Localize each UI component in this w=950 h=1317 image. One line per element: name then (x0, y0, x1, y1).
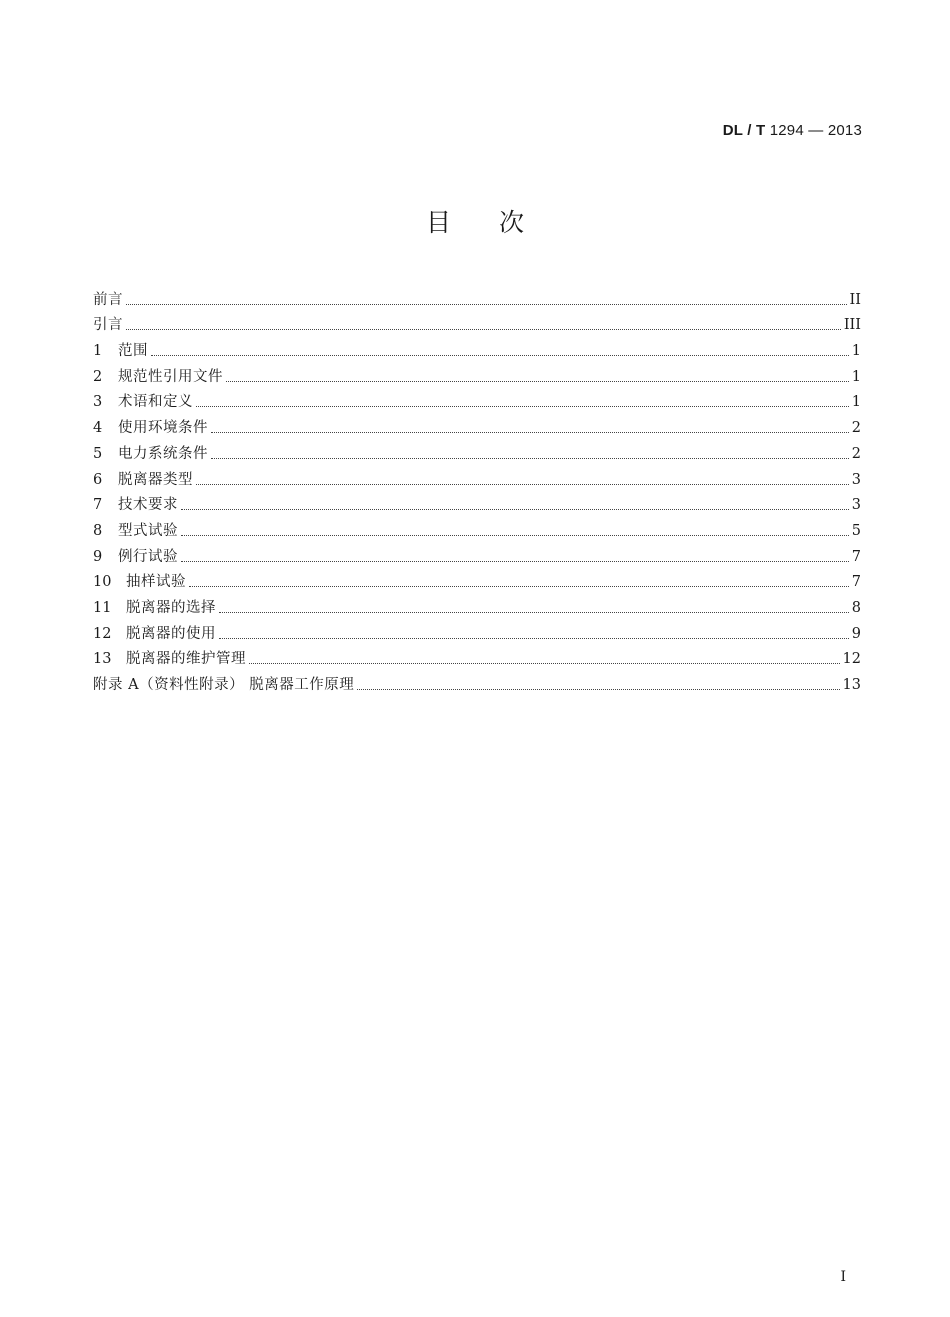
toc-entry-title: 脱离器的选择 (126, 599, 216, 616)
toc-entry-1[interactable] (93, 335, 861, 361)
toc-entry-title: 术语和定义 (118, 394, 193, 411)
toc-entry-number: 9 (93, 548, 103, 565)
toc-entry-8[interactable] (93, 515, 861, 541)
dot-leader (249, 662, 840, 664)
toc-entry-page: 7 (851, 574, 861, 591)
toc-entry-appendix-a[interactable] (93, 669, 861, 695)
toc-entry-number: 2 (93, 368, 103, 385)
toc-entry-page: 7 (851, 548, 861, 565)
toc-entry-page: 12 (842, 651, 861, 668)
toc-entry-9[interactable] (93, 541, 861, 567)
dot-leader (126, 303, 847, 305)
standard-prefix: DL / T (722, 122, 766, 139)
toc-entry-page: II (849, 291, 861, 308)
toc-entry-page: 1 (851, 394, 861, 411)
toc-entry-page: 3 (851, 497, 861, 514)
toc-entry-number: 10 (93, 574, 112, 591)
toc-entry-title: 技术要求 (118, 497, 178, 514)
toc-entry-page: 9 (851, 625, 861, 642)
toc-entry-number: 4 (93, 420, 103, 437)
toc-entry-number: 12 (93, 625, 112, 642)
toc-entry-3[interactable] (93, 387, 861, 413)
toc-entry-introduction[interactable] (93, 310, 861, 336)
toc-entry-title: 电力系统条件 (118, 445, 208, 462)
toc-entry-12[interactable] (93, 618, 861, 644)
dot-leader (211, 431, 849, 433)
toc-entry-title: 使用环境条件 (118, 420, 208, 437)
standard-number: 1294 — 2013 (769, 122, 862, 139)
toc-entry-title: 抽样试验 (126, 574, 186, 591)
toc-entry-number: 3 (93, 394, 103, 411)
toc-entry-11[interactable] (93, 592, 861, 618)
toc-entry-title: 型式试验 (118, 522, 178, 539)
toc-entry-title: 脱离器类型 (118, 471, 193, 488)
toc-entry-title: 例行试验 (118, 548, 178, 565)
toc-entry-2[interactable] (93, 361, 861, 387)
dot-leader (181, 508, 849, 510)
toc-entry-page: III (843, 317, 861, 334)
dot-leader (151, 354, 849, 356)
toc-entry-5[interactable] (93, 438, 861, 464)
toc-entry-title: 规范性引用文件 (118, 368, 223, 385)
dot-leader (181, 534, 849, 536)
toc-entry-number: 7 (93, 497, 103, 514)
toc-entry-title: 引言 (93, 317, 123, 334)
dot-leader (196, 405, 849, 407)
table-of-contents (93, 284, 861, 695)
toc-entry-title: 脱离器的使用 (126, 625, 216, 642)
toc-entry-page: 5 (851, 522, 861, 539)
toc-entry-number: 13 (93, 651, 112, 668)
toc-entry-number: 8 (93, 522, 103, 539)
dot-leader (211, 457, 849, 459)
toc-entry-title: 前言 (93, 291, 123, 308)
toc-entry-4[interactable] (93, 412, 861, 438)
toc-entry-6[interactable] (93, 464, 861, 490)
toc-entry-foreword[interactable] (93, 284, 861, 310)
toc-entry-page: 2 (851, 445, 861, 462)
toc-entry-title: 附录 A（资料性附录） 脱离器工作原理 (93, 677, 355, 693)
dot-leader (181, 560, 849, 562)
toc-entry-number: 11 (93, 599, 112, 616)
toc-entry-page: 1 (851, 343, 861, 360)
toc-entry-page: 13 (842, 677, 861, 693)
standard-code (723, 122, 862, 139)
dot-leader (196, 483, 849, 485)
toc-entry-page: 8 (851, 599, 861, 616)
dot-leader (189, 585, 849, 587)
toc-entry-number: 1 (93, 343, 103, 360)
dot-leader (357, 688, 839, 690)
toc-entry-title: 脱离器的维护管理 (126, 651, 246, 668)
dot-leader (126, 328, 841, 330)
dot-leader (226, 380, 849, 382)
toc-entry-number: 6 (93, 471, 103, 488)
toc-entry-title: 范围 (118, 343, 148, 360)
toc-entry-10[interactable] (93, 567, 861, 593)
page-title: 目次 (425, 208, 572, 237)
dot-leader (219, 611, 849, 613)
toc-entry-page: 3 (851, 471, 861, 488)
toc-entry-7[interactable] (93, 490, 861, 516)
page-number: I (840, 1269, 846, 1285)
toc-entry-number: 5 (93, 445, 103, 462)
toc-entry-page: 1 (851, 368, 861, 385)
toc-entry-page: 2 (851, 420, 861, 437)
dot-leader (219, 637, 849, 639)
toc-entry-13[interactable] (93, 644, 861, 670)
